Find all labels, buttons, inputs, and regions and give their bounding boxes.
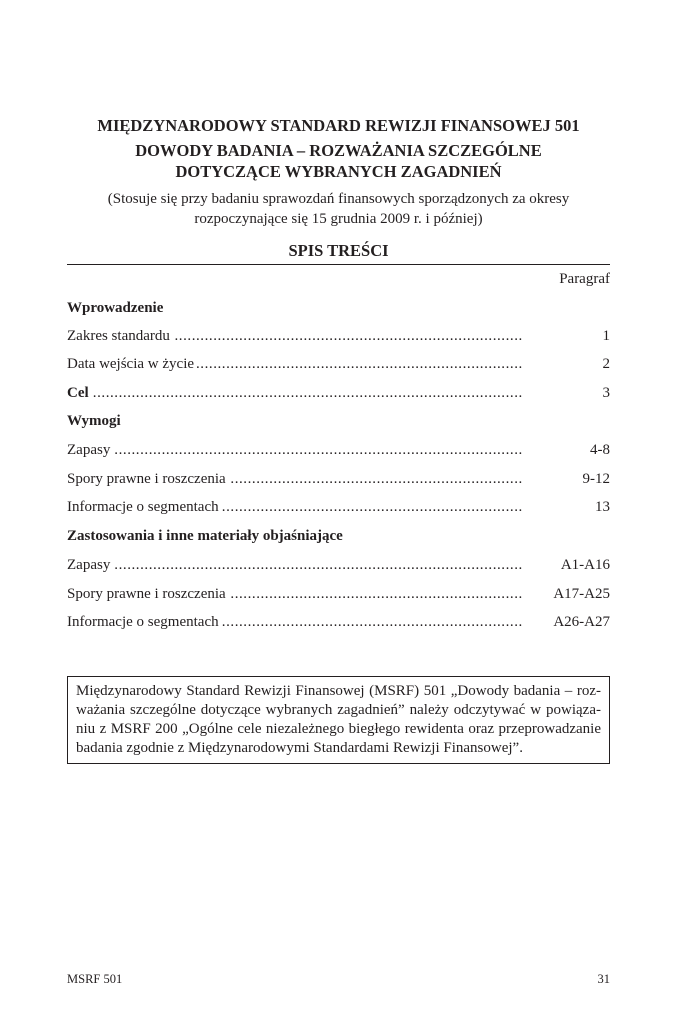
toc-entry-objective[interactable] xyxy=(67,384,610,402)
toc-entry-label: Cel xyxy=(67,385,92,401)
toc-entry-label: Zakres standardu xyxy=(67,328,173,344)
applicability-line2: rozpoczynające się 15 grudnia 2009 r. i później) xyxy=(194,211,483,227)
page-number: 31 xyxy=(597,972,610,986)
toc-entry-paragraph: 9-12 xyxy=(582,471,610,487)
toc-entry-litigation[interactable] xyxy=(67,470,610,488)
note-line: badania zgodnie z Międzynarodowymi Standardami Rewizji Finansowej”. xyxy=(76,740,523,756)
toc-entry-label: Zapasy xyxy=(67,442,113,458)
applicability-line1: (Stosuje się przy badaniu sprawozdań finansowych sporządzonych za okresy xyxy=(107,191,570,207)
footer-standard-code: MSRF 501 xyxy=(67,972,123,986)
toc-section-introduction: Wprowadzenie xyxy=(67,300,164,316)
toc-entry-scope[interactable] xyxy=(67,327,610,345)
toc-entry-inventory[interactable] xyxy=(67,441,610,459)
standard-subject-line2: DOTYCZĄCE WYBRANYCH ZAGADNIEŃ xyxy=(175,162,502,181)
toc-entry-label: Spory prawne i roszczenia xyxy=(67,471,229,487)
toc-entry-paragraph: 2 xyxy=(602,356,610,372)
toc-title: SPIS TREŚCI xyxy=(288,241,389,260)
toc-section-requirements: Wymogi xyxy=(67,413,121,429)
toc-entry-label: Data wejścia w życie xyxy=(67,356,197,372)
standard-title: MIĘDZYNARODOWY STANDARD REWIZJI FINANSOWEJ 501 xyxy=(97,116,580,135)
toc-entry-inventory-application[interactable] xyxy=(67,556,610,574)
toc-entry-paragraph: 1 xyxy=(602,328,610,344)
toc-entry-label: Informacje o segmentach xyxy=(67,499,222,515)
toc-divider xyxy=(67,264,610,265)
toc-entry-label: Zapasy xyxy=(67,557,113,573)
toc-entry-paragraph: A1-A16 xyxy=(560,557,610,573)
toc-entry-paragraph: 4-8 xyxy=(590,442,610,458)
toc-entry-label: Informacje o segmentach xyxy=(67,614,222,630)
standard-subject-line1: DOWODY BADANIA – ROZWAŻANIA SZCZEGÓLNE xyxy=(135,141,542,160)
toc-section-application-material: Zastosowania i inne materiały objaśniające xyxy=(67,528,343,544)
toc-entry-label: Spory prawne i roszczenia xyxy=(67,586,229,602)
toc-entry-paragraph: A26-A27 xyxy=(553,614,610,630)
toc-entry-paragraph: 3 xyxy=(602,385,610,401)
toc-entry-segment-info-application[interactable] xyxy=(67,613,610,631)
toc-entry-litigation-application[interactable] xyxy=(67,585,610,603)
paragraph-column-label: Paragraf xyxy=(559,271,610,287)
note-line: niu z MSRF 200 „Ogólne cele niezależnego biegłego rewidenta oraz przeprowadzanie xyxy=(76,721,601,737)
note-line: ważania szczególne dotyczące wybranych zagadnień” należy odczytywać w powiąza- xyxy=(76,702,601,718)
toc-entry-effective-date[interactable] xyxy=(67,355,610,373)
toc-entry-segment-info[interactable] xyxy=(67,498,610,516)
toc-entry-paragraph: 13 xyxy=(595,499,610,515)
reading-note-box xyxy=(67,676,610,764)
note-line: Międzynarodowy Standard Rewizji Finansowej (MSRF) 501 „Dowody badania – roz- xyxy=(76,683,601,699)
toc-entry-paragraph: A17-A25 xyxy=(553,586,610,602)
